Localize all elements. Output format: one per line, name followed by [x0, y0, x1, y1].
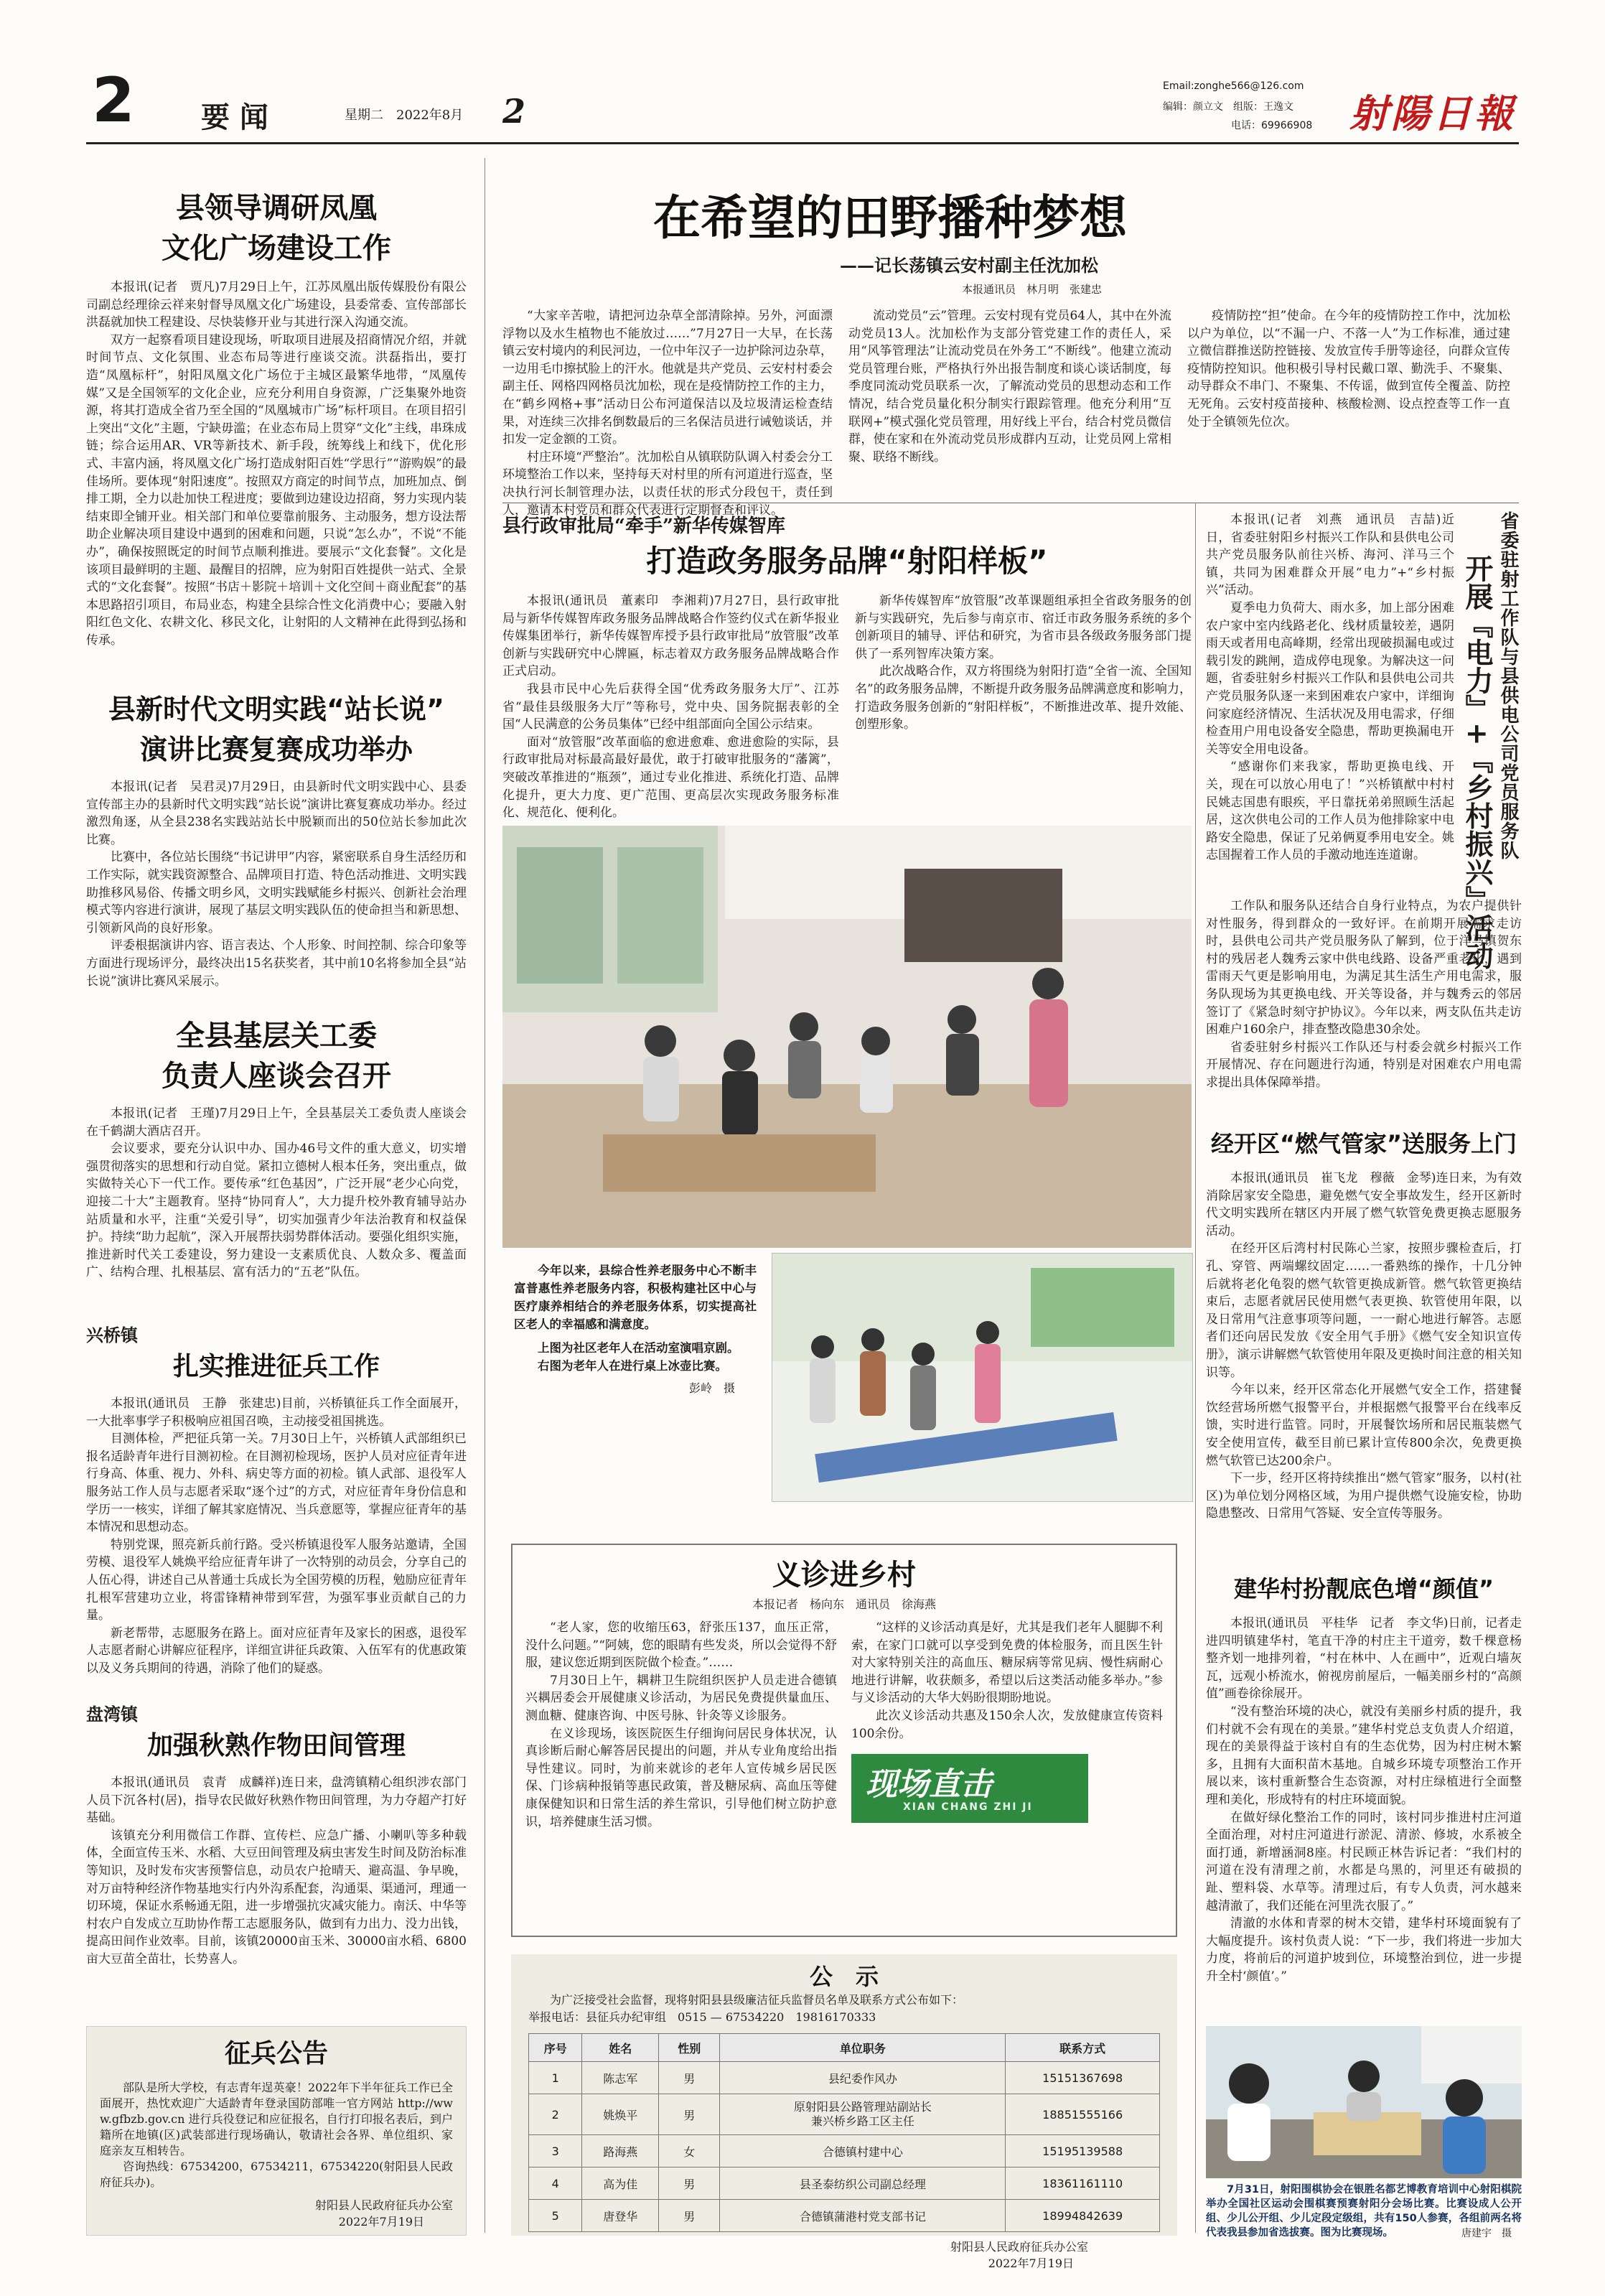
- paragraph: 本报讯(通讯员 王静 张建忠)目前，兴桥镇征兵工作全面展开，一大批率事学子积极响应祖国召唤，主动接受祖国挑选。: [86, 1396, 467, 1429]
- phone: 电话：69966908: [1231, 120, 1313, 131]
- vertical-kicker: 省委驻射工作队与县供电公司党员服务队: [1497, 511, 1519, 860]
- headline-line-2: 文化广场建设工作: [162, 232, 391, 265]
- headline: 扎实推进征兵工作: [172, 1352, 380, 1381]
- table-cell: 高为佳: [582, 2167, 659, 2200]
- banner-pinyin: XIAN CHANG ZHI JI: [903, 1801, 1033, 1814]
- photo-curling: [772, 1253, 1193, 1502]
- section-name: 要 闻: [201, 101, 268, 134]
- kicker: 县行政审批局“牵手”新华传媒智库: [502, 515, 785, 537]
- paragraph: 7月30日上午，耦耕卫生院组织医护人员走进合德镇兴耦居委会开展健康义诊活动，为居民免费提供量血压、测血糖、健康咨询、中医号脉、针灸等义诊服务。: [525, 1673, 837, 1723]
- paragraph: 面对“放管服”改革面临的愈进愈难、愈进愈险的实际，县行政审批局对标最高最好最优，敢于打破审批服务的“藩篱”，突破改革推进的“瓶颈”，通过专业化推进、系统化打造、品牌化提升，更大力度、更广范围、更高层次实现政务服务标准化、规范化、便利化。: [502, 734, 839, 821]
- kicker: 兴桥镇: [86, 1325, 138, 1345]
- table-cell: 合德镇蒲港村党支部书记: [720, 2200, 1006, 2232]
- issue-date: 星期二 2022年8月: [345, 108, 464, 123]
- table-row: [529, 2200, 1160, 2232]
- paragraph: 双方一起察看项目建设现场，听取项目进展及招商情况介绍，并就时间节点、文化氛围、业态布局等进行座谈交流。洪磊指出，要打造“凤凰标杆”，射阳凤凰文化广场位于主城区最繁华地带，“凤凰传媒”又是全国领军的文化企业，应充分利用自身资源，广泛集聚外地资源，将其打造成全省乃至全国的“凤凰城市广场”标杆项目。在项目招引上突出“文化”主题，宁缺毋滥；在业态布局上贯穿“文化”主线，串珠成链；综合运用AR、VR等新技术、新手段，统筹线上和线下，优化形式、丰富内涵，将凤凰文化广场打造成射阳百姓“学思行”“游购娱”的最佳场所。要体现“射阳速度”。按照双方商定的时间节点，加班加点、倒排工期，全力以赴加快工程进度；要做到边建设边招商，努力实现内装结束即全铺开业。相关部门和单位要靠前服务、主动服务，想方设法帮助企业解决项目建设中遇到的困难和问题，只说“怎么办”，不说“不能办”，确保按照既定的时间节点顺利推进。要展示“文化套餐”。文化是该项目最鲜明的主题、最醒目的招牌，应为射阳百姓提供一站式、全景式的“文化套餐”。按照“书店＋影院＋培训＋文化空间＋商业配套”的基本思路招引项目，布局业态，构建全县综合性文化消费中心；要融入射阳红色文化、农耕文化、移民文化，让射阳的人文精神在此得到弘扬和传承。: [86, 332, 467, 648]
- notice-date: 2022年7月19日: [988, 2257, 1074, 2270]
- table-cell: 15151367698: [1006, 2062, 1160, 2094]
- article-gas-service: [1206, 1124, 1522, 1523]
- paragraph: 在做好绿化整治工作的同时，该村同步推进村庄河道全面治理，对村庄河道进行淤泥、清淤、修坡，水系被全面打通，新增涵洞8座。村民顾正林告诉记者：“我们村的河道在没有清理之前，水都是乌黑的，河里还有破损的趾、塑料袋、水草等。清理过后，有专人负责，河水越来越清澈了，我们还能在河里洗衣服了。”: [1206, 1810, 1522, 1913]
- table-cell: 男: [659, 2200, 720, 2232]
- photo-caption-box: [502, 1253, 768, 1501]
- column-divider: [1195, 503, 1196, 2233]
- masthead-logo: 射陽日報: [1349, 90, 1516, 136]
- article-power-service-continued: [1206, 897, 1522, 1092]
- article-village-beauty: [1206, 1569, 1522, 1985]
- paragraph: 本报讯(通讯员 董素印 李湘莉)7月27日，县行政审批局与新华传媒智库政务服务品牌战略合作签约仪式在新华报业传媒集团举行，新华传媒智库授予县行政审批局“放管服”改革创新与实践研究中心牌匾，标志着双方政务服务品牌战略合作正式启动。: [502, 594, 839, 679]
- table-header-cell: 单位职务: [720, 2034, 1006, 2062]
- public-notice: [511, 1954, 1177, 2270]
- paragraph: “感谢你们来我家，帮助更换电线、开关，现在可以放心用电了！”兴桥镇猷中村村民姚志国患有眼疾，平日靠抚弟弟照顾生活起居，这次供电公司的工作人员为他排除家中电路安全隐患，保证了兄弟俩夏季用电安全。姚志国握着工作人员的手激动地连连道谢。: [1206, 760, 1454, 863]
- notice-title: 公 示: [809, 1963, 879, 1990]
- notice-text: 部队是所大学校，有志青年逞英豪！2022年下半年征兵工作已全面展开，热忱欢迎广大适龄青年登录国防部唯一官方网站 http://www.gfbzb.gov.cn 进行兵役登记和应征报名，自行打印报名表后，到户籍所在地镇(区)武装部进行现场确认，敬请社会各界、单位组织、家庭亲友互相转告。: [100, 2081, 453, 2157]
- caption: 今年以来，县综合性养老服务中心不断丰富普惠性养老服务内容，积极构建社区中心与医疗康养相结合的养老服务体系，切实提高社区老人的幸福感和满意度。: [514, 1264, 757, 1331]
- headline-line-2: 演讲比赛复赛成功举办: [139, 734, 413, 765]
- table-row: [529, 2135, 1160, 2167]
- table-cell: 18994842639: [1006, 2200, 1160, 2232]
- paragraph: 此次义诊活动共惠及150余人次，发放健康宣传资料100余份。: [851, 1708, 1163, 1741]
- table-cell: 县纪委作风办: [720, 2062, 1006, 2094]
- paragraph: 本报讯(记者 刘燕 通讯员 吉喆)近日，省委驻射阳乡村振兴工作队和县供电公司共产党员服务队前往兴桥、海河、洋马三个镇，共同为困难群众开展“电力”+“乡村振兴”活动。: [1206, 513, 1454, 598]
- paragraph: 疫情防控“担”使命。在今年的疫情防控工作中，沈加松以户为单位，以“不漏一户、不落一人”为工作标准，通过建立微信群推送防控链接、发放宣传手册等途径，向群众宣传疫情防控知识。他积极引导村民戴口罩、勤洗手、不聚集、动导群众不串门、不聚集、不传谣，做到宣传全覆盖、防控无死角。云安村疫苗接种、核酸检测、设点控查等工作一直处于全镇领先位次。: [1187, 309, 1510, 429]
- table-cell: 女: [659, 2135, 720, 2167]
- table-cell: 男: [659, 2094, 720, 2135]
- page-header: [86, 65, 1519, 141]
- headline: 打造政务服务品牌“射阳样板”: [646, 543, 1048, 579]
- feature-byline: 本报通讯员 林月明 张建忠: [962, 283, 1103, 296]
- headline: 建华村扮靓底色增“颜值”: [1233, 1575, 1494, 1602]
- headline-line-1: 县领导调研凤凰: [176, 192, 377, 225]
- monitor-table: [528, 2033, 1160, 2232]
- paragraph: 新华传媒智库“放管服”改革课题组承担全省政务服务的创新与实践研究，先后参与南京市、宿迁市政务服务系统的多个创新项目的辅导、评估和研究，为省市县各级政务服务部门提供了一系列智库决策方案。: [855, 594, 1192, 661]
- paragraph: 比赛中，各位站长围绕“书记讲甲”内容，紧密联系自身生活经历和工作实际，就实践资源整合、品牌项目打造、特色活动推进、文明实践助推移风易俗、传播文明乡风，文明实践赋能乡村振兴、创新社会治理模式等内容进行演讲，展现了基层文明实践队伍的使命担当和新思想、引领新风尚的良好形象。: [86, 850, 467, 935]
- paragraph: “老人家，您的收缩压63，舒张压137，血压正常，没什么问题。”“阿姨，您的眼睛有些发炎，所以会觉得不舒服，建议您近期到医院做个检查。”……: [525, 1620, 837, 1671]
- photo-go-tournament: [1206, 2026, 1522, 2178]
- table-cell: 15195139588: [1006, 2135, 1160, 2167]
- paragraph: 本报讯(通讯员 平桂华 记者 李文华)日前，记者走进四明镇建华村，笔直干净的村庄主干道旁，数千棵意杨整齐划一地排列着，“村在林中、人在画中”，近观白墙灰瓦，远观小桥流水，俯视房前屋后，一幅美丽乡村的“高颜值”画卷徐徐展开。: [1206, 1616, 1522, 1702]
- paragraph: 今年以来，经开区常态化开展燃气安全工作，搭建餐饮经营场所燃气报警平台，并根据燃气报警平台在线率反馈，实时进行监管。同时，开展餐饮场所和居民瓶装燃气安全使用宣传，截至目前已累计宣传800余次，免费更换燃气软管已达200余户。: [1206, 1383, 1522, 1468]
- caption: 7月31日，射阳围棋协会在银胜名都艺博教育培训中心射阳棋院举办全国社区运动会围棋赛预赛射阳分会场比赛。比赛设成人公开组、少儿公开组、少儿定段定级组，共有150人参赛，各组前两名将代表我县参加省选拔赛。图为比赛现场。: [1206, 2184, 1522, 2239]
- headline-line-1: 县新时代文明实践“站长说”: [108, 694, 444, 725]
- table-cell: 男: [659, 2167, 720, 2200]
- notice-intro: 为广泛接受社会监督，现将射阳县县级廉洁征兵监督员名单及联系方式公布如下：: [550, 1993, 964, 2007]
- photo-credit: 唐建宇 摄: [1461, 2228, 1512, 2239]
- table-row: [529, 2094, 1160, 2135]
- paragraph: 新老帮带，志愿服务在路上。面对应征青年及家长的困惑，退役军人志愿者耐心讲解应征程序，详细宣讲征兵政策、入伍军有的优惠政策以及义务兵期间的待遇，消除了他们的疑惑。: [86, 1625, 467, 1676]
- paragraph: 评委根据演讲内容、语言表达、个人形象、时间控制、综合印象等方面进行现场评分，最终决出15名获奖者，其中前10名将参加全县“站长说”演讲比赛风采展示。: [86, 938, 467, 989]
- table-row: [529, 2062, 1160, 2094]
- table-cell: 路海燕: [582, 2135, 659, 2167]
- email: Email:zonghe566@126.com: [1163, 80, 1304, 92]
- table-cell: 3: [529, 2135, 582, 2167]
- paragraph: 目测体检，严把征兵第一关。7月30日上午，兴桥镇人武部组织已报名适龄青年进行目测初检。在目测初检现场，医护人员对应征青年进行身高、体重、视力、外科、病史等方面的初检。镇人武部、退役军人服务站工作人员与志愿者采取“逐个过”的方式，对应征青年身份信息和学历一一核实，详细了解其家庭情况、当兵意愿等，掌握应征青年的基本情况和思想动态。: [86, 1432, 467, 1535]
- table-cell: 唐登华: [582, 2200, 659, 2232]
- table-cell: 姚焕平: [582, 2094, 659, 2135]
- article-free-clinic: [511, 1544, 1177, 1937]
- table-cell: 1: [529, 2062, 582, 2094]
- notice-date: 2022年7月19日: [338, 2215, 424, 2229]
- table-cell: 陈志军: [582, 2062, 659, 2094]
- paragraph: 特别党课，照亮新兵前行路。受兴桥镇退役军人服务站邀请，全国劳模、退役军人姚焕平给应征青年讲了一次特别的动员会，分享自己的人伍心得，讲述自己从普通士兵成长为全国劳模的历程，勉励应征青年扎根军营建功立业，将雷锋精神带到军营，为强军事业贡献自己的力量。: [86, 1537, 467, 1623]
- headline: 经开区“燃气管家”送服务上门: [1210, 1130, 1517, 1157]
- table-header-cell: 序号: [529, 2034, 582, 2062]
- kicker: 盘湾镇: [86, 1704, 138, 1725]
- table-row: [529, 2167, 1160, 2200]
- paragraph: 村庄环境“严整治”。沈加松自从镇联防队调入村委会分工环境整治工作以来，坚持每天对村里的所有河道进行巡查，坚决执行河长制管理办法，以责任状的形式分段包干，责任到人，邀请本村党员和群众代表进行定期督查和评议。: [502, 449, 833, 518]
- go-caption-box: [1206, 2183, 1522, 2240]
- notice-consult: 咨询热线：67534200，67534211，67534220(射阳县人民政府征兵办)。: [100, 2160, 453, 2189]
- article-recruitment: [86, 1321, 467, 1678]
- article-service-brand: [502, 511, 1192, 822]
- paragraph: 下一步，经开区将持续推出“燃气管家”服务，以村(社区)为单位划分网格区域，为用户提供燃气设施安检，协助隐患整改、日常用气答疑、安全宣传等服务。: [1206, 1471, 1522, 1521]
- paragraph: 本报讯(通讯员 袁青 成麟祥)连日来，盘湾镇精心组织涉农部门人员下沉各村(居)，指导农民做好秋熟作物田间管理，为力夺超产打好基础。: [86, 1775, 467, 1826]
- notice-sign: 射阳县人民政府征兵办公室: [314, 2198, 453, 2212]
- table-cell: 18851555166: [1006, 2094, 1160, 2135]
- photo-opera-room: [502, 826, 1192, 1248]
- paragraph: 此次战略合作，双方将围绕为射阳打造“全省一流、全国知名”的政务服务品牌，不断提升政务服务品牌满意度和影响力，打造政务服务创新的“射阳样板”，不断推进改革、提升效能、创塑形象。: [855, 664, 1192, 732]
- live-report-banner: [851, 1754, 1088, 1823]
- paragraph: 夏季电力负荷大、雨水多，加上部分困难农户家中室内线路老化、线材质量较差，遇阴雨天或者用电高峰期，经常出现破损漏电或过载引发的跳闸，造成停电现象。为解决这一问题，省委驻射乡村振兴工作队和县供电公司共产党员服务队逐一来到困难农户家中，详细询问家庭经济情况、生活状况及用电需求，仔细检查用户用电设备安全隐患，帮助更换漏电开关等安全用电设备。: [1206, 600, 1454, 757]
- paragraph: “没有整治环境的决心，就没有美丽乡村质的提升，我们村就不会有现在的美景。”建华村党总支负责人介绍道，现在的美景得益于该村自有的生态优势，因为村庄树木繁多，且拥有大面积苗木基地。自城乡环境专项整治工作开展以来，该村重新整合生态资源，对村庄绿植进行全面整理和美化，形成特有的村庄环境面貌。: [1206, 1704, 1522, 1807]
- header-rule: [86, 142, 1519, 144]
- table-cell: 县圣泰纺织公司副总经理: [720, 2167, 1006, 2200]
- table-header-cell: 联系方式: [1006, 2034, 1160, 2062]
- notice-title: 征兵公告: [224, 2039, 328, 2068]
- table-cell: 合德镇村建中心: [720, 2135, 1006, 2167]
- paragraph: 会议要求，要充分认识中办、国办46号文件的重大意义，切实增强贯彻落实的思想和行动自觉。紧扣立德树人根本任务，突出重点，做实做特关心下一代工作。要传承“红色基因”，广泛开展“老少心向党，迎接二十大”主题教育。坚持“协同育人”，大力提升校外教育辅导站办站质量和水平，注重“关爱引导”，切实加强青少年法治教育和权益保护。持续“助力起航”，深入开展帮扶弱势群体活动。要强化组织实施，推进新时代关工委建设，努力建设一支素质优良、人数众多、覆盖面广、结构合理、扎根基层、富有活力的“五老”队伍。: [86, 1142, 467, 1280]
- issue-date-number: 2: [502, 92, 526, 131]
- table-cell: 2: [529, 2094, 582, 2135]
- caption-top: 上图为社区老年人在活动室演唱京剧。: [538, 1341, 739, 1355]
- feature-headline: 在希望的田野播种梦想: [653, 190, 1127, 246]
- headline-line-2: 负责人座谈会召开: [162, 1060, 391, 1093]
- table-cell: 4: [529, 2167, 582, 2200]
- photo-credit: 彭岭 摄: [688, 1381, 735, 1395]
- table-cell: 男: [659, 2062, 720, 2094]
- paragraph: 清澈的水体和青翠的树木交错，建华村环境面貌有了大幅度提升。该村负责人说：“下一步，我们将进一步加大力度，将前后的河道护坡到位，环境整治到位，进一步提升全村‘颜值’。”: [1206, 1916, 1522, 1984]
- vertical-headline: 开展『电力』+『乡村振兴』活动: [1461, 554, 1493, 970]
- paragraph: 本报讯(记者 吴君灵)7月29日，由县新时代文明实践中心、县委宣传部主办的县新时代文明实践“站长说”演讲比赛复赛成功举办。经过激烈角逐，从全县238名实践站站长中脱颖而出的50位站长参加此次比赛。: [86, 780, 467, 847]
- notice-box: [86, 2026, 467, 2236]
- paragraph: 流动党员“云”管理。云安村现有党员64人，其中在外流动党员13人。沈加松作为支部分管党建工作的责任人，采用“风筝管理法”让流动党员在外务工“不断线”。他建立流动党员管理台账，严格执行外出报告制度和谈心谈话制度，每季度同流动党员联系一次，了解流动党员的思想动态和工作情况，结合党员量化积分制实行跟踪管理。他充分利用“互联网+”模式强化党员管理，用好线上平台，结合村党员微信群，使在家和在外流动党员形成群内互动，让党员网上常相聚、联络不断线。: [848, 309, 1171, 465]
- paragraph: 在义诊现场，该医院医生仔细询问居民身体状况，认真诊断后耐心解答居民提出的问题，并从专业角度给出指导性建议。同时，为前来就诊的老年人宣传城乡居民医保、门诊病种报销等惠民政策，普及糖尿病、高血压等健康保健知识和日常生活的养生常识，引导他们树立防护意识，培养健康生活习惯。: [525, 1726, 837, 1829]
- headline-line-1: 全县基层关工委: [176, 1019, 377, 1053]
- feature-subtitle: ——记长荡镇云安村副主任沈加松: [840, 255, 1098, 276]
- article-elder-committee: [86, 1016, 467, 1282]
- paragraph: “这样的义诊活动真是好，尤其是我们老年人腿脚不利索，在家门口就可以享受到免费的体检服务，而且医生针对大家特别关注的高血压、糖尿病等常见病、慢性病耐心地进行讲解，收获颇多，希望以后这类活动能多举办。”参与义诊活动的大华大妈盼很期盼地说。: [851, 1620, 1163, 1706]
- byline: 本报记者 杨向东 通讯员 徐海燕: [752, 1597, 936, 1611]
- table-cell: 5: [529, 2200, 582, 2232]
- article-speech-contest: [86, 689, 467, 990]
- table-header-cell: 性别: [659, 2034, 720, 2062]
- paragraph: 本报讯(记者 贾凡)7月29日上午，江苏凤凰出版传媒股份有限公司副总经理徐云祥来射督导凤凰文化广场建设，县委常委、宣传部部长洪磊就加快工程建设、尽快装修开业与其进行深入沟通交流。: [86, 280, 467, 330]
- table-header-cell: 姓名: [582, 2034, 659, 2062]
- notice-sign: 射阳县人民政府征兵办公室: [950, 2240, 1088, 2254]
- paragraph: 工作队和服务队还结合自身行业特点，为农户提供针对性服务，得到群众的一致好评。在前期开展需求走访时，县供电公司共产党员服务队了解到，位于洋马镇贺东村的残居老人魏秀云家中供电线路、设备严重老化，遇到雷雨天气更是影响用电，为满足其生活生产用电需求，服务队现场为其更换电线、开关等设备，并与魏秀云的邻居签订了《紧急时刻守护协议》。今年以来，两支队伍共走访困难户160余户，排查整改隐患30余处。: [1206, 899, 1522, 1037]
- paragraph: 该镇充分利用微信工作群、宣传栏、应急广播、小喇叭等多种载体，全面宣传玉米、水稻、大豆田间管理及病虫害发生时间及防治标准等知识，及时发布灾害预警信息，动员农户抢晴天、避高温、争早晚，对万亩特种经济作物基地实行内外沟系配套，沟通渠、渠通河，理通一切环境，保证水系畅通无阻，进一步增强抗灾减灾能力。南沃、中华等村农户自发成立互助协作帮工志愿服务队，做到有力出力、没力出钱，提高田间作业效率。目前，该镇20000亩玉米、30000亩水稻、6800亩大豆苗全苗壮，长势喜人。: [86, 1828, 467, 1966]
- notice-tel: 举报电话：县征兵办纪审组 0515 — 67534220 19816170333: [528, 2010, 876, 2024]
- page-number: 2: [92, 65, 135, 136]
- article-crop-management: [86, 1700, 467, 1969]
- paragraph: 本报讯(通讯员 崔飞龙 穆薇 金琴)连日来，为有效消除居家安全隐患，避免燃气安全事故发生，经开区新时代文明实践所在辖区内开展了燃气软管免费更换志愿服务活动。: [1206, 1171, 1522, 1238]
- feature-article: [502, 185, 1529, 518]
- headline: 义诊进乡村: [772, 1559, 916, 1592]
- paragraph: “大家辛苦啦，请把河边杂草全部清除掉。另外，河面漂浮物以及水生植物也不能放过……”7月27日一大早，在长荡镇云安村境内的利民河边，一位中年汉子一边护除河边杂草，一边用毛巾擦拭脸上的汗水。他就是共产党员、云安村村委会副主任、网格四网格员沈加松，现在是疫情防控工作的主力，在“鹤乡网格+事”活动日公布河道保洁以及垃圾清运检查结果，对连续三次排名倒数最后的三名保洁员进行诫勉谈话，并扣发一定金额的工资。: [502, 309, 833, 447]
- headline: 加强秋熟作物田间管理: [146, 1731, 406, 1760]
- caption-right: 右图为老年人在进行桌上冰壶比赛。: [538, 1359, 727, 1373]
- paragraph: 本报讯(记者 王瑾)7月29日上午，全县基层关工委负责人座谈会在千鹤湖大酒店召开。: [86, 1106, 467, 1139]
- paragraph: 省委驻射乡村振兴工作队还与村委会就乡村振兴工作开展情况、存在问题进行沟通，特别是对困难农户用电需求提出具体保障举措。: [1206, 1040, 1522, 1090]
- table-cell: 18361161110: [1006, 2167, 1160, 2200]
- table-cell: 原射阳县公路管理站副站长 兼兴桥乡路工区主任: [720, 2094, 1006, 2135]
- paragraph: 在经开区后湾村村民陈心兰家，按照步骤检查后，打孔、穿管、两端螺纹固定……一番熟练的操作，十几分钟后就将老化龟裂的燃气软管更换成新管。燃气软管更换结束后，志愿者就居民使用燃气表更换、软管使用年限，以及日常用气注意事项等问题，一一耐心地进行解答。志愿者们还向居民发放《安全用气手册》《燃气安全知识宣传册》，演示讲解燃气软管使用年限及更换时间注意的相关知识等。: [1206, 1241, 1522, 1380]
- paragraph: 我县市民中心先后获得全国“优秀政务服务大厅”、江苏省“最佳县级服务大厅”等称号，党中央、国务院据表彰的全国“人民满意的公务员集体”已经中组部面向全国公示结束。: [502, 681, 839, 732]
- banner-title: 现场直击: [866, 1766, 992, 1803]
- editor: 编辑：颜立文 组版：王逸文: [1163, 101, 1293, 113]
- article-culture-plaza: [86, 188, 467, 649]
